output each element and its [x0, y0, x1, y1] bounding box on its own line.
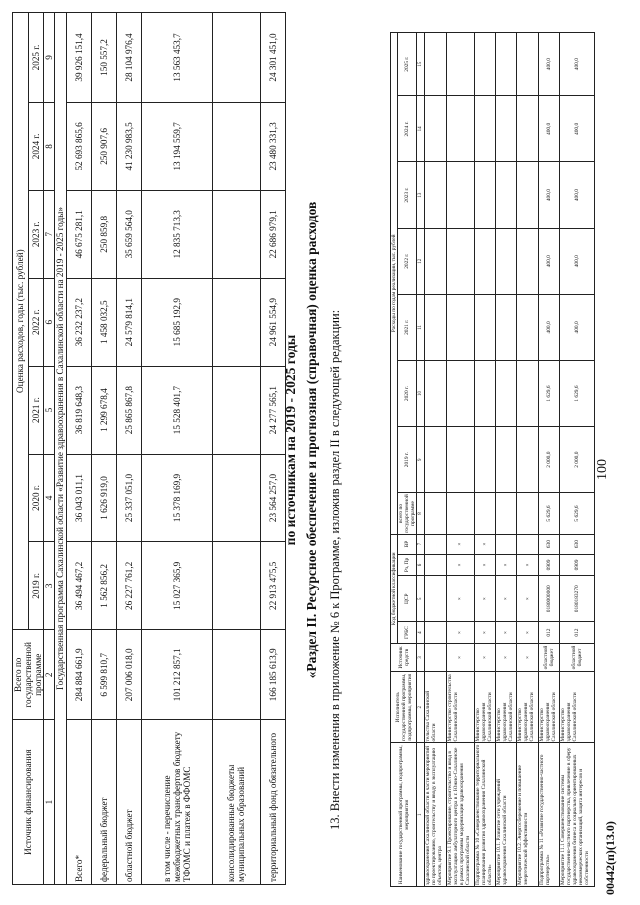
- year-header: 2024 г.: [28, 102, 44, 190]
- cell-year: [474, 228, 495, 294]
- column-numbers-row: [44, 13, 55, 885]
- col-name-header: Наименование государственной программы, подпрограммы, мероприятия: [391, 743, 417, 887]
- cell-source: ×: [446, 644, 474, 672]
- cell-year: [474, 162, 495, 228]
- cell-exec: Министерство здравоохранения Сахалинской области: [538, 671, 559, 743]
- cell-rzpr: ×: [517, 554, 538, 576]
- cell-year: [212, 102, 260, 190]
- year-header: 2024 г.: [398, 96, 417, 162]
- cell-year: 400,0: [538, 294, 559, 360]
- cell-year: 400,0: [538, 228, 559, 294]
- col-number: 15: [417, 33, 425, 96]
- table-row: [474, 33, 495, 887]
- cell-year: [212, 190, 260, 278]
- section-title-line1: «Раздел II. Ресурсное обеспечение и прогнозная (справочная) оценка расходов: [304, 201, 319, 679]
- cell-year: 400,0: [538, 96, 559, 162]
- year-header: 2025 г.: [28, 13, 44, 103]
- cell-year: [496, 294, 517, 360]
- cell-year: 15 378 169,9: [141, 454, 212, 542]
- cell-year: 26 227 761,2: [116, 542, 141, 630]
- cell-year: [212, 454, 260, 542]
- cell-year: 22 686 979,1: [260, 190, 285, 278]
- col-number: 1: [417, 743, 425, 887]
- cell-year: [474, 294, 495, 360]
- cell-year: 36 819 648,3: [66, 366, 91, 454]
- cell-year: [517, 162, 538, 228]
- cell-year: [425, 294, 446, 360]
- cell-year: 1 458 032,5: [91, 278, 116, 366]
- year-header: 2021 г.: [28, 366, 44, 454]
- cell-year: 39 926 151,4: [66, 13, 91, 103]
- col-number: 7: [417, 534, 425, 554]
- cell-grbs: ×: [446, 622, 474, 644]
- col-number: 13: [417, 162, 425, 228]
- cell-year: 24 961 554,9: [260, 278, 285, 366]
- cell-year: 400,0: [560, 228, 595, 294]
- col-number: 6: [417, 554, 425, 576]
- grbs-header: ГРБС: [398, 622, 417, 644]
- cell-year: 1 629,6: [538, 360, 559, 426]
- cell-source: [425, 644, 446, 672]
- cell-grbs: 012: [560, 622, 595, 644]
- cell-year: [474, 427, 495, 493]
- cell-csr: [425, 576, 446, 622]
- cell-year: 36 232 237,2: [66, 278, 91, 366]
- cell-total: 5 629,6: [560, 493, 595, 534]
- cell-year: 36 043 011,1: [66, 454, 91, 542]
- cell-vr: [517, 534, 538, 554]
- cell-year: [212, 13, 260, 103]
- cell-rzpr: 0909: [538, 554, 559, 576]
- cell-year: 23 480 331,3: [260, 102, 285, 190]
- cell-source: областной бюджет: [560, 644, 595, 672]
- cell-year: 15 528 401,7: [141, 366, 212, 454]
- cell-total: [446, 493, 474, 534]
- cell-year: [212, 278, 260, 366]
- cell-year: 13 194 559,7: [141, 102, 212, 190]
- cell-year: [517, 228, 538, 294]
- cell-year: 15 027 365,9: [141, 542, 212, 630]
- cell-total: [212, 630, 260, 720]
- total-header: всего по государственной программе: [398, 494, 417, 533]
- cell-source: консолидированные бюджеты муниципальных образований: [212, 720, 260, 885]
- cell-year: 400,0: [560, 162, 595, 228]
- cell-name: Подпрограмма № 11 «Развитие государственно-частного партнерства»: [538, 743, 559, 887]
- cell-year: 25 337 051,0: [116, 454, 141, 542]
- table-row: [560, 33, 595, 887]
- cell-year: 24 579 814,1: [116, 278, 141, 366]
- cell-exec: Министерство строительства Сахалинской области: [446, 671, 474, 743]
- cell-year: 2 000,0: [538, 427, 559, 493]
- cell-year: [212, 366, 260, 454]
- cell-csr: 0180183270: [560, 576, 595, 622]
- cell-year: [474, 96, 495, 162]
- cell-name: Мероприятие 11.1 Совершенствование системы государственно-частного партнерства, привлечение в сферу здравоохранения бизнеса и социально ориентированных некоммерческих организаций, защита интересов и собственности: [560, 743, 595, 887]
- cell-year: [446, 228, 474, 294]
- cell-year: [496, 427, 517, 493]
- cell-year: 28 104 976,4: [116, 13, 141, 103]
- cell-name: Подпрограмма № 10 «Совершенствование территориального планирования развития здравоохранения Сахалинской области»: [474, 743, 495, 887]
- column-numbers-row: [417, 33, 425, 887]
- cell-year: 46 675 281,1: [66, 190, 91, 278]
- cell-total: [474, 493, 495, 534]
- cell-year: 13 563 453,7: [141, 13, 212, 103]
- col-number: 14: [417, 96, 425, 162]
- table-row: [496, 33, 517, 887]
- expenses-header: Расходы по годам реализации, тыс. рублей: [391, 33, 398, 535]
- cell-rzpr: 0909: [560, 554, 595, 576]
- cell-source: в том числе - перечисление межбюджетных трансфертов бюджету ТФОМС и платеж в ФФОМС: [141, 720, 212, 885]
- cell-exec: Министерство здравоохранения Сахалинской области: [517, 671, 538, 743]
- year-header: 2023 г.: [28, 190, 44, 278]
- cell-year: 24 277 565,1: [260, 366, 285, 454]
- year-header: 2019 г.: [398, 427, 417, 493]
- cell-exec: Министерство здравоохранения Сахалинской области: [560, 671, 595, 743]
- cell-csr: ×: [517, 576, 538, 622]
- year-header: 2021 г.: [398, 294, 417, 360]
- vr-header: ВР: [398, 534, 417, 554]
- cell-source: ×: [517, 644, 538, 672]
- cell-grbs: ×: [496, 622, 517, 644]
- amendment-instruction: 13. Внести изменения в приложение № 6 к Программе, изложив раздел II в следующей редакции:: [328, 309, 342, 830]
- table-row: [141, 13, 212, 885]
- table-row: [446, 33, 474, 887]
- cell-year: [517, 96, 538, 162]
- cell-year: [446, 294, 474, 360]
- col-number: 5: [44, 366, 55, 454]
- cell-source: областной бюджет: [538, 644, 559, 672]
- cell-year: 400,0: [538, 162, 559, 228]
- cell-name: здравоохранения Сахалинской области в части мероприятий по проектированию, строительству и вводу в эксплуатацию объектов, центра: [425, 743, 446, 887]
- col-number: 9: [44, 13, 55, 103]
- cell-vr: [496, 534, 517, 554]
- cell-vr: 630: [560, 534, 595, 554]
- cell-year: [446, 427, 474, 493]
- cell-year: [496, 33, 517, 96]
- rzpr-header: Рз, Пр: [398, 554, 417, 576]
- col-number: 10: [417, 360, 425, 426]
- cell-year: [517, 33, 538, 96]
- cell-year: 35 659 564,0: [116, 190, 141, 278]
- cell-rzpr: ×: [474, 554, 495, 576]
- col-number: 8: [44, 102, 55, 190]
- resource-estimate-body: [66, 13, 286, 885]
- cell-year: 400,0: [538, 33, 559, 96]
- cell-source: ×: [474, 644, 495, 672]
- year-header: 2022 г.: [28, 278, 44, 366]
- cell-year: [517, 294, 538, 360]
- cell-vr: ×: [446, 534, 474, 554]
- col-number: 9: [417, 427, 425, 493]
- cell-year: [517, 427, 538, 493]
- cell-csr: ×: [496, 576, 517, 622]
- table-row: [91, 13, 116, 885]
- cell-year: 250 859,8: [91, 190, 116, 278]
- cell-csr: ×: [474, 576, 495, 622]
- col-number: 1: [44, 720, 55, 885]
- cell-vr: ×: [474, 534, 495, 554]
- cell-year: 250 907,6: [91, 102, 116, 190]
- cell-total: [517, 493, 538, 534]
- cell-year: 1 562 856,2: [91, 542, 116, 630]
- cell-year: [425, 360, 446, 426]
- cell-csr: 0180000000: [538, 576, 559, 622]
- cell-year: [517, 360, 538, 426]
- year-header: 2020 г.: [398, 360, 417, 426]
- cell-source: ×: [496, 644, 517, 672]
- cell-year: [425, 228, 446, 294]
- cell-exec: тельства Сахалинской области: [425, 671, 446, 743]
- cell-grbs: [425, 622, 446, 644]
- cell-grbs: ×: [474, 622, 495, 644]
- cell-year: [446, 33, 474, 96]
- cell-total: [496, 493, 517, 534]
- col-number: 2: [44, 630, 55, 720]
- cell-total: [425, 493, 446, 534]
- cell-year: [212, 542, 260, 630]
- cell-year: [425, 33, 446, 96]
- year-header: 2022 г.: [398, 228, 417, 294]
- cell-year: 1 299 678,4: [91, 366, 116, 454]
- cell-year: [474, 360, 495, 426]
- year-header: 2025 г.: [398, 33, 417, 96]
- year-header: 2023 г.: [398, 162, 417, 228]
- cell-year: 400,0: [560, 294, 595, 360]
- budget-codes-header: Код бюджетной классификации: [391, 534, 398, 643]
- year-header: 2019 г.: [28, 542, 44, 630]
- cell-name: Мероприятие 9.1 Проектирование, строительство и ввод в эксплуатацию амбулаторного центра в г. Южно-Сахалинске в рамках программы модернизации здравоохранения Сахалинской области: [446, 743, 474, 887]
- col-number: 5: [417, 576, 425, 622]
- table-row: [425, 33, 446, 887]
- cell-source: федеральный бюджет: [91, 720, 116, 885]
- table-row: [260, 13, 285, 885]
- cell-year: 2 000,0: [560, 427, 595, 493]
- cell-year: [496, 96, 517, 162]
- cell-year: [446, 360, 474, 426]
- col-executor-header: Исполнитель государственной программы, подпрограммы, мероприятия: [391, 671, 417, 743]
- cell-name: Мероприятие 10.2. Энергосбережение и повышение энергетической эффективности: [517, 743, 538, 887]
- cell-year: [496, 162, 517, 228]
- cell-total: 207 006 018,0: [116, 630, 141, 720]
- total-header: Всего по государственной программе: [13, 630, 44, 720]
- cell-year: 1 629,6: [560, 360, 595, 426]
- cell-total: 6 599 810,7: [91, 630, 116, 720]
- cell-year: 400,0: [560, 96, 595, 162]
- document-footer-code: 00442(п)(13.0): [603, 821, 617, 895]
- cell-year: 22 913 475,5: [260, 542, 285, 630]
- cell-rzpr: ×: [496, 554, 517, 576]
- table-row: [212, 13, 260, 885]
- cell-csr: ×: [446, 576, 474, 622]
- cell-year: 1 626 919,0: [91, 454, 116, 542]
- col-number: 6: [44, 278, 55, 366]
- cell-year: 36 494 467,2: [66, 542, 91, 630]
- program-expenses-table: [390, 32, 595, 887]
- cell-year: 25 865 867,8: [116, 366, 141, 454]
- cell-total: 284 884 661,9: [66, 630, 91, 720]
- cell-total: 101 212 857,1: [141, 630, 212, 720]
- cell-year: 15 685 192,9: [141, 278, 212, 366]
- col-number: 2: [417, 671, 425, 743]
- cell-year: 400,0: [560, 33, 595, 96]
- table-row: [116, 13, 141, 885]
- col-number: 8: [417, 493, 425, 534]
- col-number: 4: [44, 454, 55, 542]
- cell-year: [474, 33, 495, 96]
- resource-estimate-table: [12, 12, 286, 885]
- col-number: 3: [417, 644, 425, 672]
- cell-vr: [425, 534, 446, 554]
- cell-year: [425, 96, 446, 162]
- cell-year: [446, 162, 474, 228]
- section-title-line2: по источникам на 2019 - 2025 годы: [283, 334, 298, 546]
- cell-year: [496, 228, 517, 294]
- cell-year: [496, 360, 517, 426]
- col-number: 7: [44, 190, 55, 278]
- cell-vr: 630: [538, 534, 559, 554]
- cell-total: 5 629,6: [538, 493, 559, 534]
- col-number: 12: [417, 228, 425, 294]
- program-title-row: Государственная программа Сахалинской области «Развитие здравоохранения в Сахалинской области на 2019 - 2025 годы»: [55, 13, 66, 885]
- year-header: 2020 г.: [28, 454, 44, 542]
- cell-year: [446, 96, 474, 162]
- source-header: Источник финансирования: [13, 720, 44, 885]
- program-expenses-body: [425, 33, 595, 887]
- cell-total: 166 185 613,9: [260, 630, 285, 720]
- cell-year: 23 564 257,0: [260, 454, 285, 542]
- cell-exec: Министерство здравоохранения Сахалинской области: [496, 671, 517, 743]
- cell-exec: Министерство здравоохранения Сахалинской области: [474, 671, 495, 743]
- cell-grbs: 012: [538, 622, 559, 644]
- cell-rzpr: [425, 554, 446, 576]
- cell-year: 150 557,2: [91, 13, 116, 103]
- col-number: 4: [417, 622, 425, 644]
- cell-source: Всего*: [66, 720, 91, 885]
- cell-year: 12 835 713,3: [141, 190, 212, 278]
- cell-name: Мероприятие 10.1. Развитие сети учреждений здравоохранения Сахалинской области: [496, 743, 517, 887]
- col-number: 3: [44, 542, 55, 630]
- estimate-header: Оценка расходов, годы (тыс. рублей): [13, 13, 29, 630]
- cell-rzpr: ×: [446, 554, 474, 576]
- cell-source: территориальный фонд обязательного: [260, 720, 285, 885]
- table-row: [538, 33, 559, 887]
- page-number: 100: [595, 459, 610, 480]
- cell-year: 41 230 983,5: [116, 102, 141, 190]
- csr-header: ЦСР: [398, 576, 417, 622]
- table-row: [517, 33, 538, 887]
- cell-grbs: ×: [517, 622, 538, 644]
- cell-year: [425, 427, 446, 493]
- cell-source: областной бюджет: [116, 720, 141, 885]
- cell-year: 52 693 865,6: [66, 102, 91, 190]
- col-source-header: Источник средств: [391, 644, 417, 672]
- cell-year: 24 301 451,0: [260, 13, 285, 103]
- col-number: 11: [417, 294, 425, 360]
- table-row: [66, 13, 91, 885]
- cell-year: [425, 162, 446, 228]
